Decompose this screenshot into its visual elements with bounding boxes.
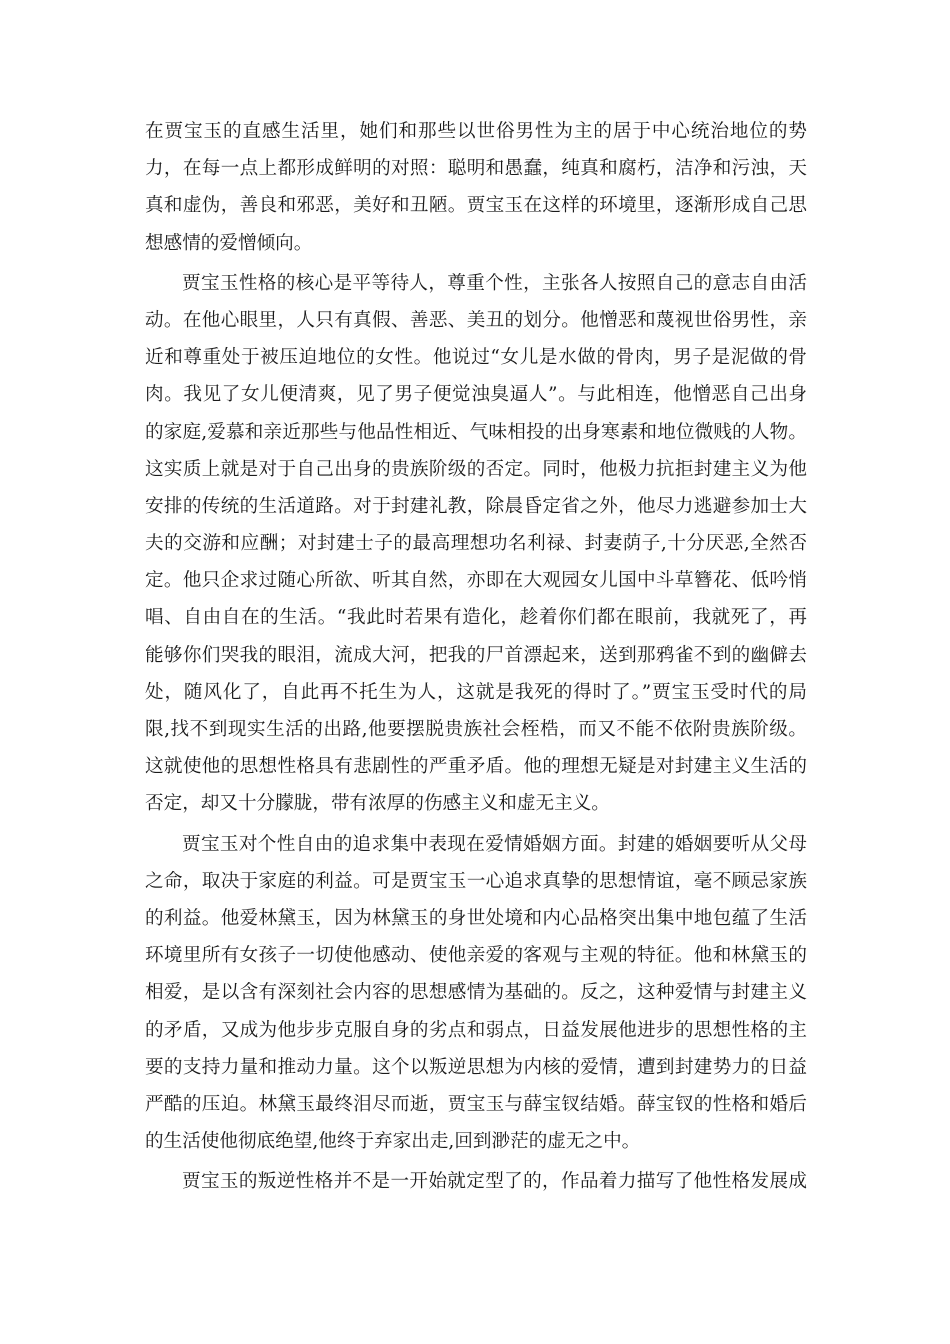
text-line: 贾宝玉的叛逆性格并不是一开始就定型了的，作品着力描写了他性格发展成 [182,1171,807,1193]
text-line: 在贾宝玉的直感生活里，她们和那些以世俗男性为主的居于中心统治地位的势 [145,121,807,142]
text-line: 安排的传统的生活道路。对于封建礼教，除晨昏定省之外，他尽力逃避参加士大 [145,495,807,517]
text-line: 严酷的压迫。林黛玉最终泪尽而逝，贾宝玉与薛宝钗结婚。薛宝钗的性格和婚后 [145,1093,807,1115]
text-line: 近和尊重处于被压迫地位的女性。他说过“女儿是水做的骨肉，男子是泥做的骨 [145,347,807,369]
text-line: 处，随风化了，自此再不托生为人，这就是我死的得时了。”贾宝玉受时代的局 [145,681,807,703]
text-line: 夫的交游和应酬；对封建士子的最高理想功名利禄、封妻荫子,十分厌恶,全然否 [145,533,807,555]
text-line: 否定，却又十分朦胧，带有浓厚的伤感主义和虚无主义。 [145,793,610,815]
text-line: 动。在他心眼里，人只有真假、善恶、美丑的划分。他憎恶和蔑视世俗男性，亲 [145,309,807,331]
text-line: 力，在每一点上都形成鲜明的对照：聪明和愚蠢，纯真和腐朽，洁净和污浊，天 [145,158,807,180]
text-line: 真和虚伪，善良和邪恶，美好和丑陋。贾宝玉在这样的环境里，逐渐形成自己思 [145,195,807,217]
text-line: 贾宝玉性格的核心是平等待人，尊重个性，主张各人按照自己的意志自由活 [182,272,807,294]
text-line: 的利益。他爱林黛玉，因为林黛玉的身世处境和内心品格突出集中地包蕴了生活 [145,907,807,929]
paragraph-3 [145,826,807,1161]
paragraph-2 [145,265,807,823]
text-line: 相爱，是以含有深刻社会内容的思想感情为基础的。反之，这种爱情与封建主义 [145,982,807,1004]
text-line: 之命，取决于家庭的利益。可是贾宝玉一心追求真挚的思想情谊，毫不顾忌家族 [145,870,807,892]
text-line: 这实质上就是对于自己出身的贵族阶级的否定。同时，他极力抗拒封建主义为他 [145,458,807,480]
text-line: 唱、自由自在的生活。“我此时若果有造化，趁着你们都在眼前，我就死了，再 [145,607,807,629]
text-line: 定。他只企求过随心所欲、听其自然，亦即在大观园女儿国中斗草簪花、低吟悄 [145,570,807,592]
text-line: 贾宝玉对个性自由的追求集中表现在爱情婚姻方面。封建的婚姻要听从父母 [182,833,807,855]
text-line: 想感情的爱憎倾向。 [145,232,313,254]
paragraph-1 [145,113,807,262]
text-line: 肉。我见了女儿便清爽，见了男子便觉浊臭逼人”。与此相连，他憎恶自己出身 [145,384,807,406]
paragraph-4 [145,1163,807,1200]
text-line: 的生活使他彻底绝望,他终于弃家出走,回到渺茫的虚无之中。 [145,1131,641,1153]
text-line: 能够你们哭我的眼泪，流成大河，把我的尸首漂起来，送到那鸦雀不到的幽僻去 [145,644,807,666]
text-line: 环境里所有女孩子一切使他感动、使他亲爱的客观与主观的特征。他和林黛玉的 [145,945,807,967]
text-line: 这就使他的思想性格具有悲剧性的严重矛盾。他的理想无疑是对封建主义生活的 [145,756,807,778]
text-line: 的矛盾，又成为他步步克服自身的劣点和弱点，日益发展他进步的思想性格的主 [145,1019,807,1041]
body-text [145,113,807,1203]
text-line: 的家庭,爱慕和亲近那些与他品性相近、气味相投的出身寒素和地位微贱的人物。 [145,421,807,443]
text-line: 要的支持力量和推动力量。这个以叛逆思想为内核的爱情，遭到封建势力的日益 [145,1056,807,1078]
text-line: 限,找不到现实生活的出路,他要摆脱贵族社会桎梏，而又不能不依附贵族阶级。 [145,719,807,740]
